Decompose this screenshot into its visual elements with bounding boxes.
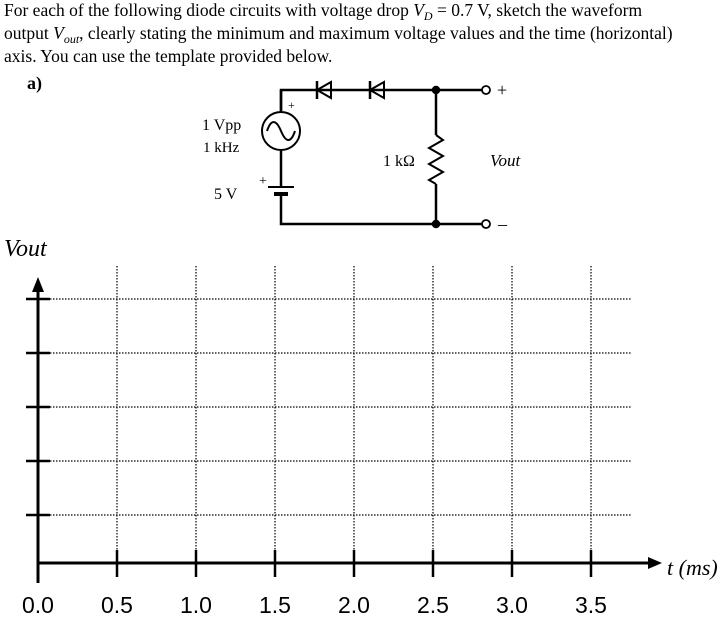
output-voltage-label: Vout — [490, 151, 521, 170]
circuit-diagram — [262, 81, 490, 228]
x-tick-label: 3.0 — [496, 592, 528, 618]
dc-source-label: 5 V — [214, 186, 238, 203]
source-frequency-label: 1 kHz — [203, 140, 240, 156]
top-wire — [281, 90, 436, 111]
ac-source-plus-sign: + — [288, 98, 295, 112]
part-label: a) — [27, 73, 42, 93]
x-tick-label: 1.5 — [259, 592, 291, 618]
x-tick-labels — [22, 592, 607, 618]
output-minus-label: – — [498, 214, 507, 234]
x-tick-label: 2.5 — [417, 592, 449, 618]
x-tick-label: 2.0 — [338, 592, 370, 618]
x-tick-label: 0.0 — [22, 592, 54, 618]
output-terminal-plus — [482, 86, 490, 94]
output-plus-label: + — [497, 80, 508, 100]
battery-plus-sign: + — [259, 174, 267, 189]
x-axis-arrow — [648, 557, 662, 569]
resistor — [429, 135, 443, 184]
bottom-wire — [281, 206, 482, 224]
graph-axes — [32, 277, 662, 582]
y-axis-arrow — [32, 277, 44, 292]
x-tick-label: 3.5 — [575, 592, 607, 618]
question-line-2: output $V_{out}$, clearly stating the minimum and maximum voltage values and the time (horizontal) — [4, 23, 673, 46]
resistor-label: 1 kΩ — [383, 153, 415, 170]
x-tick-label: 1.0 — [180, 592, 212, 618]
question-line-3: axis. You can use the template provided below. — [4, 46, 333, 66]
question-line-1: For each of the following diode circuits with voltage drop $V_D = 0.7$ V, sketch the waveform — [4, 0, 643, 23]
source-amplitude-label: 1 Vpp — [202, 117, 242, 134]
x-tick-label: 0.5 — [101, 592, 133, 618]
x-axis-label: t (ms) — [667, 555, 718, 580]
output-terminal-minus — [482, 220, 490, 228]
sine-icon — [267, 122, 295, 140]
y-axis-label: Vout — [4, 236, 47, 262]
graph-ticks — [26, 299, 591, 583]
graph-grid — [38, 266, 632, 563]
circuit-labels — [202, 80, 522, 234]
